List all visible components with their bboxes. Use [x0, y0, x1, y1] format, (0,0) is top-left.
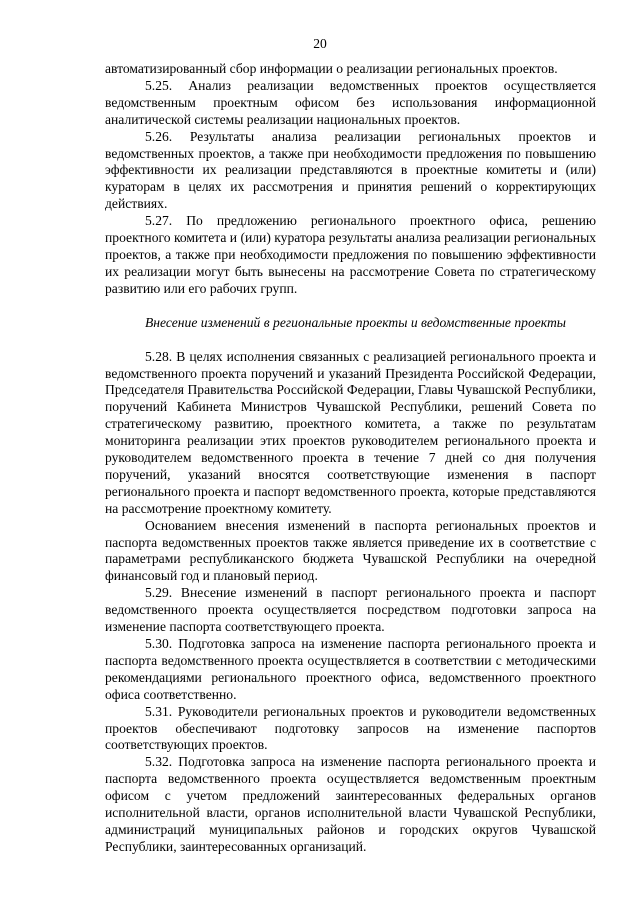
paragraph-5-31: 5.31. Руководители региональных проектов и руководители ведомственных проектов обеспечивают подготовку запросов на изменение паспортов соответствующих проектов.: [105, 703, 596, 753]
paragraph-5-32: 5.32. Подготовка запроса на изменение паспорта регионального проекта и паспорта ведомственного проекта осуществляется ведомственным проектным офисом с учетом предложений заинтересованных федеральных органов исполнительной власти, органов исполнительной власти Чувашской Республики, администраций муниципальных районов и городских округов Чувашской Республики, заинтересованных организаций.: [105, 754, 596, 854]
page-content: [105, 61, 596, 856]
paragraph-5-28: 5.28. В целях исполнения связанных с реализацией регионального проекта и ведомственного проекта поручений и указаний Президента Российской Федерации, Председателя Правительства Российской Федерации, Главы Чувашской Республики, поручений Кабинета Министров Чувашской Республики, решений Совета по стратегическому развитию, проектного комитета, а также по результатам мониторинга реализации этих проектов руководителем регионального проекта и руководителем ведомственного проекта в течение 7 дней со дня получения поручений, указаний вносятся соответствующие изменения в паспорт регионального проекта и паспорт ведомственного проекта, которые представляются на рассмотрение проектному комитету.: [105, 348, 596, 516]
paragraph-5-25: 5.25. Анализ реализации ведомственных проектов осуществляется ведомственным проектным офисом без использования информационной аналитической системы реализации национальных проектов.: [105, 77, 596, 127]
section-heading: Внесение изменений в региональные проекты и ведомственные проекты: [145, 314, 566, 330]
paragraph-5-29: 5.29. Внесение изменений в паспорт регионального проекта и паспорт ведомственного проекта осуществляется посредством подготовки запроса на изменение паспорта соответствующего проекта.: [105, 585, 596, 635]
paragraph-5-26: 5.26. Результаты анализа реализации региональных проектов и ведомственных проектов, а также при необходимости предложения по повышению эффективности их реализации представляются в проектные комитеты и (или) кураторам в целях их рассмотрения и принятия решений о корректирующих действиях.: [105, 128, 596, 212]
paragraph-basis-for-changes: Основанием внесения изменений в паспорта региональных проектов и паспорта ведомственных проектов также является приведение их в соответствие с параметрами республиканского бюджета Чувашской Республики на очередной финансовый год и плановый период.: [105, 517, 596, 584]
paragraph-5-30: 5.30. Подготовка запроса на изменение паспорта регионального проекта и паспорта ведомственного проекта осуществляется в соответствии с методическими рекомендациями регионального проектного офиса, ведомственного проектного офиса соответственно.: [105, 636, 596, 702]
page-number: 20: [313, 36, 327, 51]
paragraph-continuation: автоматизированный сбор информации о реализации региональных проектов.: [105, 61, 558, 76]
paragraph-5-27: 5.27. По предложению регионального проектного офиса, решению проектного комитета и (или) куратора результаты анализа реализации региональных проектов, а также при необходимости предложения по повышению эффективности их реализации могут быть вынесены на рассмотрение Совета по стратегическому развитию или его рабочих групп.: [105, 213, 596, 296]
